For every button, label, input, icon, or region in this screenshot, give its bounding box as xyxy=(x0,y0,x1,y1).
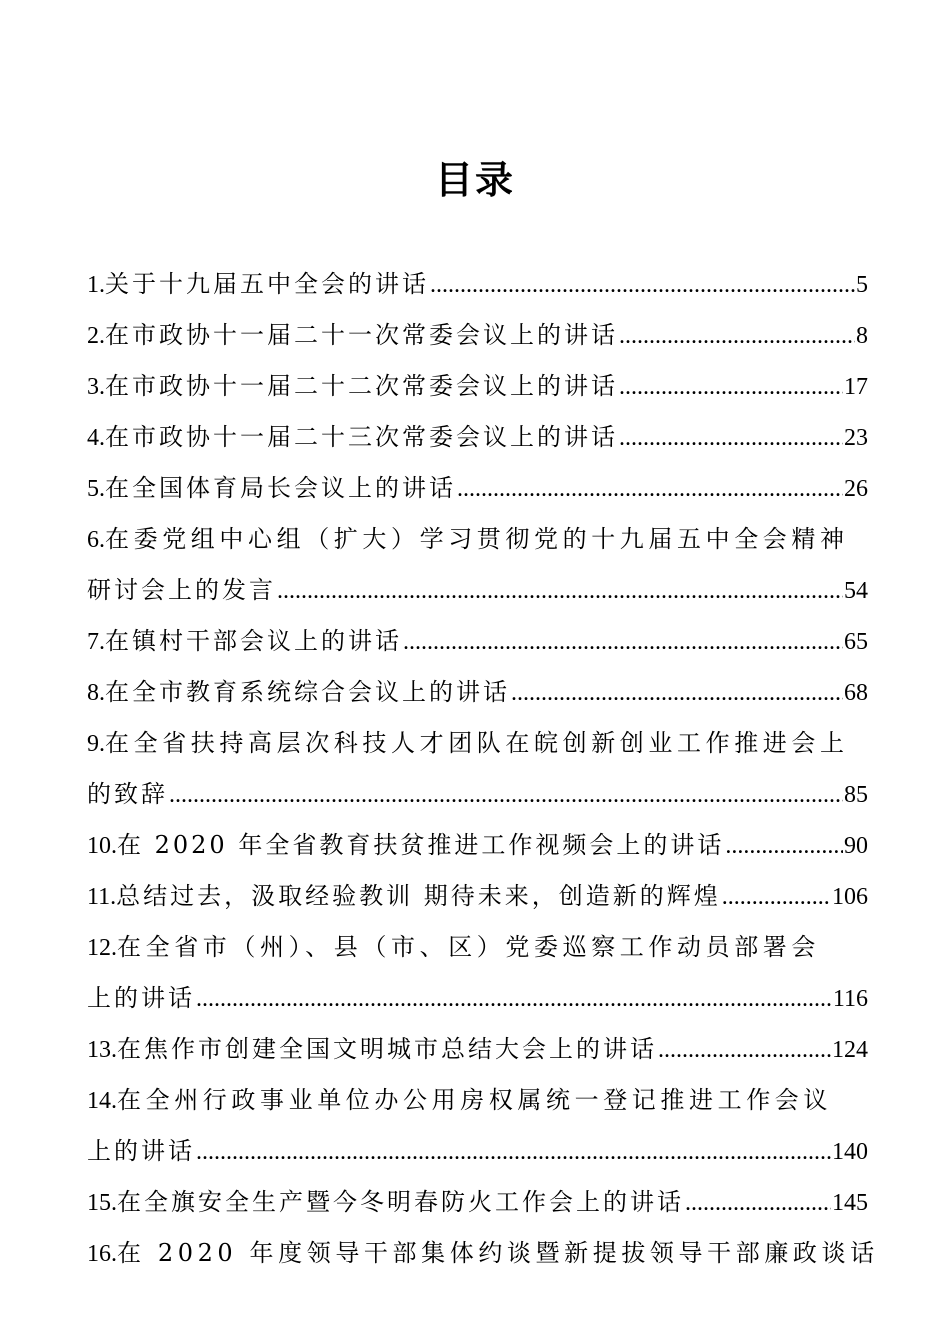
toc-entry-9[interactable]: 9. 在全省扶持高层次科技人才团队在皖创新创业工作推进会上 xyxy=(87,729,849,757)
toc-entry-12[interactable]: 12. 在全省市（州）、县（市、区）党委巡察工作动员部署会 xyxy=(87,933,820,961)
toc-entry-5[interactable]: 5. 在全国体育局长会议上的讲话 ..... 26 xyxy=(87,466,868,517)
toc-entry-6-continued[interactable]: 研讨会上的发言 ..... 54 xyxy=(87,568,868,619)
dot-leader xyxy=(725,824,843,868)
toc-entry-9-continued[interactable]: 的致辞 ..... 85 xyxy=(87,772,868,823)
page-title: 目录 xyxy=(434,158,515,202)
dot-leader xyxy=(619,314,855,358)
toc-entry-12-continued[interactable]: 上的讲话 ..... 116 xyxy=(87,976,868,1027)
toc-entry-15[interactable]: 15. 在全旗安全生产暨今冬明春防火工作会上的讲话 ..... 145 xyxy=(87,1180,868,1231)
toc-entry-3[interactable]: 3. 在市政协十一届二十二次常委会议上的讲话 ..... 17 xyxy=(87,364,868,415)
dot-leader xyxy=(403,620,843,664)
page-number: 17 xyxy=(844,374,868,400)
page-number: 145 xyxy=(832,1190,868,1216)
dot-leader xyxy=(169,773,843,817)
toc-entry-13[interactable]: 13. 在焦作市创建全国文明城市总结大会上的讲话 ..... 124 xyxy=(87,1027,868,1078)
toc-entry-8[interactable]: 8. 在全市教育系统综合会议上的讲话 ..... 68 xyxy=(87,670,868,721)
toc-entry-2[interactable]: 2. 在市政协十一届二十一次常委会议上的讲话 ..... 8 xyxy=(87,313,868,364)
toc-entry-14[interactable]: 14. 在全州行政事业单位办公用房权属统一登记推进工作会议 xyxy=(87,1086,832,1114)
dot-leader xyxy=(619,365,843,409)
page-number: 140 xyxy=(832,1139,868,1165)
toc-entry-1[interactable]: 1. 关于十九届五中全会的讲话 ..... 5 xyxy=(87,262,868,313)
dot-leader xyxy=(277,569,843,613)
page-number: 65 xyxy=(844,629,868,655)
dot-leader xyxy=(619,416,843,460)
toc-entry-10[interactable]: 10. 在 2020 年全省教育扶贫推进工作视频会上的讲话 ..... 90 xyxy=(87,823,868,874)
page-number: 68 xyxy=(844,680,868,706)
dot-leader xyxy=(511,671,843,715)
page-number: 106 xyxy=(832,884,868,910)
dot-leader xyxy=(722,875,831,919)
dot-leader xyxy=(685,1181,831,1225)
page-number: 8 xyxy=(856,323,868,349)
toc-entry-4[interactable]: 4. 在市政协十一届二十三次常委会议上的讲话 ..... 23 xyxy=(87,415,868,466)
table-of-contents xyxy=(87,262,879,1282)
toc-entry-7[interactable]: 7. 在镇村干部会议上的讲话 ..... 65 xyxy=(87,619,868,670)
toc-entry-14-continued[interactable]: 上的讲话 ..... 140 xyxy=(87,1129,868,1180)
page-number: 26 xyxy=(844,476,868,502)
page-number: 54 xyxy=(844,578,868,604)
dot-leader xyxy=(196,977,832,1021)
page-number: 85 xyxy=(844,782,868,808)
toc-entry-11[interactable]: 11. 总结过去，汲取经验教训 期待未来，创造新的辉煌 ..... 106 xyxy=(87,874,868,925)
page-number: 116 xyxy=(832,986,868,1012)
toc-entry-16[interactable]: 16. 在 2020 年度领导干部集体约谈暨新提拔领导干部廉政谈话 xyxy=(87,1239,879,1267)
dot-leader xyxy=(196,1130,831,1174)
page-number: 23 xyxy=(844,425,868,451)
page-number: 5 xyxy=(856,272,868,298)
dot-leader xyxy=(457,467,843,511)
toc-entry-6[interactable]: 6. 在委党组中心组（扩大）学习贯彻党的十九届五中全会精神 xyxy=(87,525,849,553)
dot-leader xyxy=(658,1028,831,1072)
dot-leader xyxy=(430,263,855,307)
page-number: 124 xyxy=(832,1037,868,1063)
page-number: 90 xyxy=(844,833,868,859)
